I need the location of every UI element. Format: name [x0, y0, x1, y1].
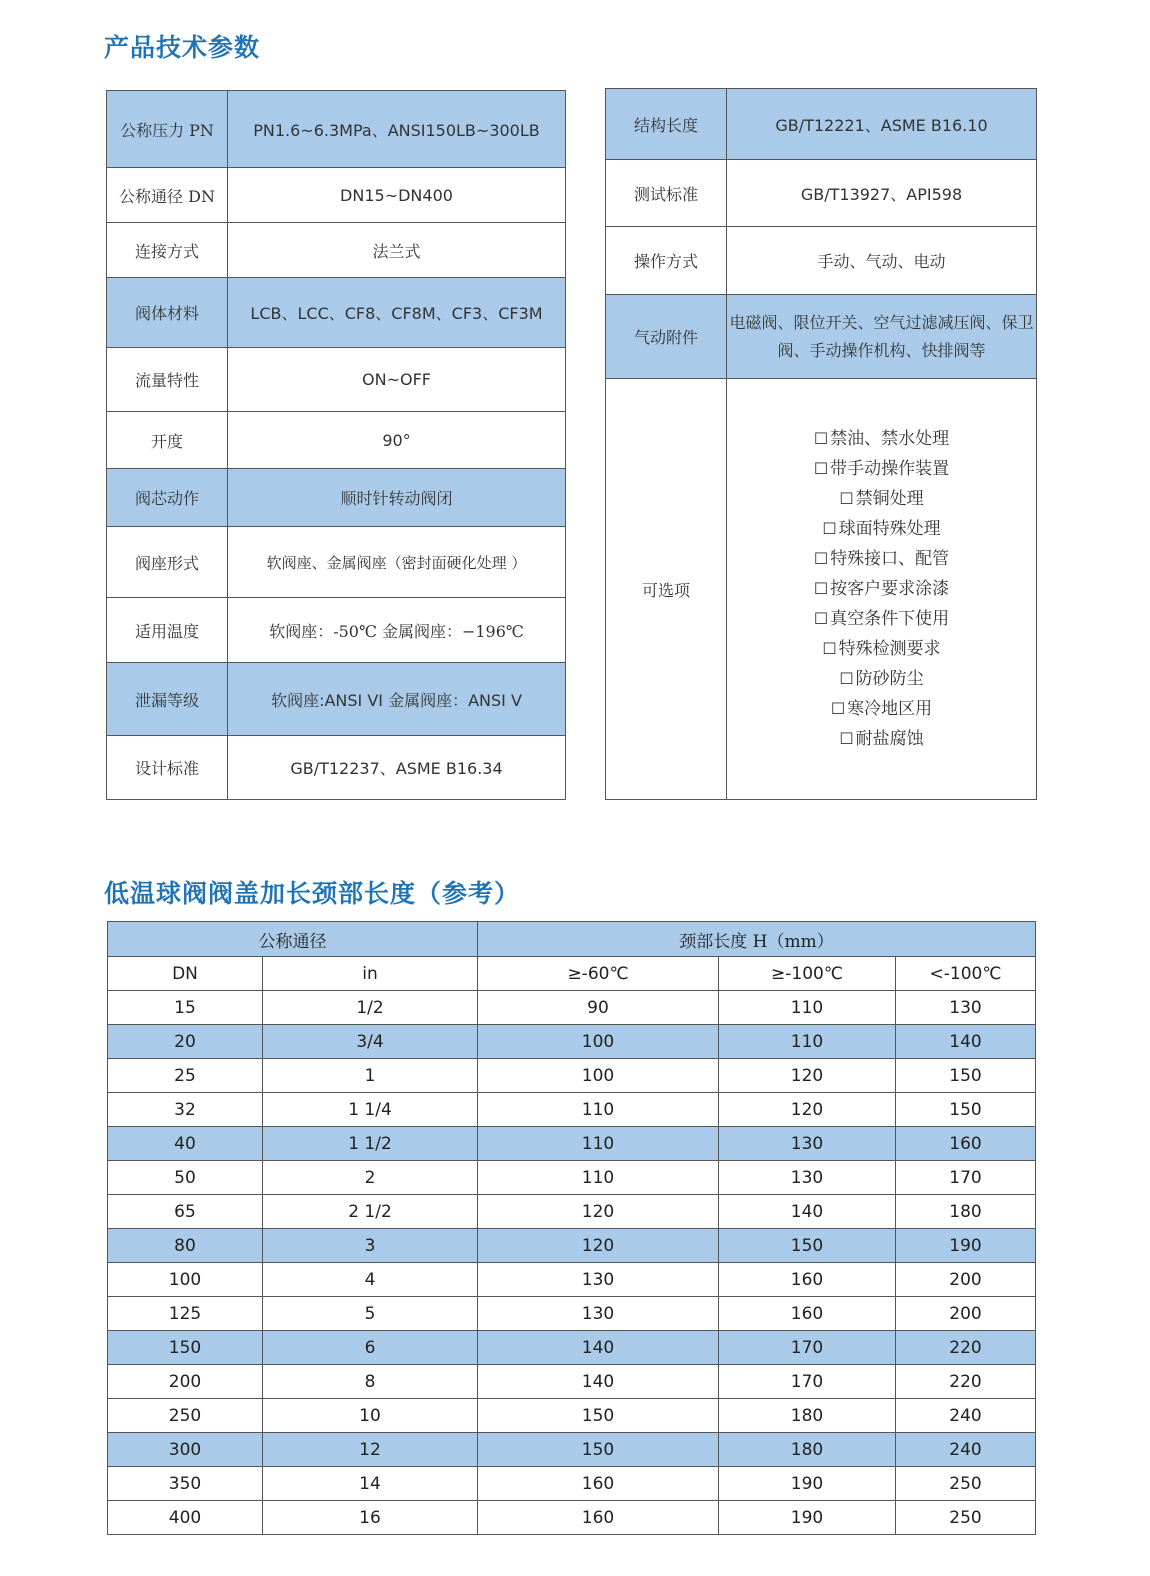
table-cell: 16	[263, 1501, 478, 1535]
spec-label: 设计标准	[107, 736, 228, 800]
group-header-nominal-diameter: 公称通径	[108, 922, 478, 957]
table-cell: 160	[719, 1297, 896, 1331]
table-cell: 2 1/2	[263, 1195, 478, 1229]
section-title-neck-length: 低温球阀阀盖加长颈部长度（参考）	[104, 879, 521, 908]
table-cell: 100	[108, 1263, 263, 1297]
spec-label: 气动附件	[606, 295, 727, 379]
table-cell: 110	[719, 1025, 896, 1059]
table-cell: 130	[896, 991, 1036, 1025]
neck-length-table	[107, 921, 1036, 1535]
table-cell: 130	[478, 1297, 719, 1331]
spec-row	[606, 160, 1037, 227]
option-item: ☐ 特殊检测要求	[729, 634, 1034, 664]
table-cell: 180	[719, 1433, 896, 1467]
table-row	[108, 1399, 1036, 1433]
table-cell: 130	[719, 1161, 896, 1195]
table-cell: 120	[719, 1059, 896, 1093]
table-cell: 150	[719, 1229, 896, 1263]
spec-value: 手动、气动、电动	[727, 227, 1037, 295]
spec-label: 适用温度	[107, 598, 228, 663]
table-cell: 250	[896, 1501, 1036, 1535]
table-cell: 140	[896, 1025, 1036, 1059]
table-group-header-row	[108, 922, 1036, 957]
column-header-minus100: ≥-100℃	[719, 957, 896, 991]
spec-label: 阀体材料	[107, 278, 228, 348]
table-cell: 12	[263, 1433, 478, 1467]
table-cell: 200	[108, 1365, 263, 1399]
table-cell: 240	[896, 1433, 1036, 1467]
spec-row	[606, 227, 1037, 295]
option-item: ☐ 带手动操作装置	[729, 454, 1034, 484]
table-cell: 180	[896, 1195, 1036, 1229]
table-cell: 20	[108, 1025, 263, 1059]
column-header-dn: DN	[108, 957, 263, 991]
spec-value: GB/T13927、API598	[727, 160, 1037, 227]
spec-label: 阀芯动作	[107, 469, 228, 527]
table-row	[108, 1229, 1036, 1263]
table-cell: 25	[108, 1059, 263, 1093]
spec-value: 软阀座、金属阀座（密封面硬化处理 ）	[228, 527, 566, 598]
table-cell: 190	[719, 1467, 896, 1501]
table-cell: 190	[719, 1501, 896, 1535]
table-cell: 125	[108, 1297, 263, 1331]
table-cell: 170	[719, 1365, 896, 1399]
table-cell: 200	[896, 1297, 1036, 1331]
spec-row	[107, 663, 566, 736]
table-cell: 100	[478, 1059, 719, 1093]
table-cell: 160	[478, 1467, 719, 1501]
spec-row	[107, 348, 566, 412]
table-cell: 240	[896, 1399, 1036, 1433]
table-cell: 4	[263, 1263, 478, 1297]
spec-row	[107, 736, 566, 800]
table-cell: 2	[263, 1161, 478, 1195]
spec-label: 公称压力 PN	[107, 91, 228, 168]
option-item: ☐ 按客户要求涂漆	[729, 574, 1034, 604]
options-list	[729, 424, 1034, 754]
group-header-neck-length: 颈部长度 H（mm）	[478, 922, 1036, 957]
spec-value: PN1.6~6.3MPa、ANSI150LB~300LB	[228, 91, 566, 168]
options-label: 可选项	[606, 379, 727, 800]
spec-label: 流量特性	[107, 348, 228, 412]
table-cell: 220	[896, 1365, 1036, 1399]
table-cell: 150	[478, 1399, 719, 1433]
spec-row-options	[606, 379, 1037, 800]
table-cell: 80	[108, 1229, 263, 1263]
table-cell: 1	[263, 1059, 478, 1093]
spec-label: 阀座形式	[107, 527, 228, 598]
table-cell: 90	[478, 991, 719, 1025]
table-row	[108, 1161, 1036, 1195]
table-row	[108, 1093, 1036, 1127]
table-cell: 110	[478, 1127, 719, 1161]
spec-row	[107, 223, 566, 278]
spec-value: GB/T12221、ASME B16.10	[727, 89, 1037, 160]
column-header-minus60: ≥-60℃	[478, 957, 719, 991]
table-column-header-row	[108, 957, 1036, 991]
section-title-specs: 产品技术参数	[104, 33, 261, 62]
table-cell: 120	[478, 1229, 719, 1263]
spec-value: 软阀座:ANSI VI 金属阀座：ANSI V	[228, 663, 566, 736]
table-cell: 250	[108, 1399, 263, 1433]
table-cell: 1/2	[263, 991, 478, 1025]
table-row	[108, 1331, 1036, 1365]
spec-value: ON~OFF	[228, 348, 566, 412]
spec-table-right	[605, 88, 1037, 800]
option-item: ☐ 特殊接口、配管	[729, 544, 1034, 574]
spec-value: LCB、LCC、CF8、CF8M、CF3、CF3M	[228, 278, 566, 348]
spec-label: 开度	[107, 412, 228, 469]
spec-value: GB/T12237、ASME B16.34	[228, 736, 566, 800]
table-row	[108, 1467, 1036, 1501]
table-cell: 40	[108, 1127, 263, 1161]
spec-value: 电磁阀、限位开关、空气过滤减压阀、保卫阀、手动操作机构、快排阀等	[727, 295, 1037, 379]
table-row	[108, 1365, 1036, 1399]
spec-value: 软阀座：-50℃ 金属阀座：−196℃	[228, 598, 566, 663]
table-cell: 150	[108, 1331, 263, 1365]
table-row	[108, 1195, 1036, 1229]
table-cell: 32	[108, 1093, 263, 1127]
spec-label: 结构长度	[606, 89, 727, 160]
spec-label: 泄漏等级	[107, 663, 228, 736]
table-cell: 300	[108, 1433, 263, 1467]
table-cell: 160	[478, 1501, 719, 1535]
table-cell: 250	[896, 1467, 1036, 1501]
spec-value: DN15~DN400	[228, 168, 566, 223]
table-row	[108, 1025, 1036, 1059]
table-cell: 3/4	[263, 1025, 478, 1059]
table-cell: 15	[108, 991, 263, 1025]
table-cell: 200	[896, 1263, 1036, 1297]
table-cell: 10	[263, 1399, 478, 1433]
table-cell: 110	[478, 1093, 719, 1127]
column-header-below-minus100: <-100℃	[896, 957, 1036, 991]
spec-value: 顺时针转动阀闭	[228, 469, 566, 527]
spec-label: 公称通径 DN	[107, 168, 228, 223]
table-row	[108, 1501, 1036, 1535]
spec-label: 测试标准	[606, 160, 727, 227]
option-item: ☐ 球面特殊处理	[729, 514, 1034, 544]
table-cell: 6	[263, 1331, 478, 1365]
table-row	[108, 1263, 1036, 1297]
table-cell: 130	[478, 1263, 719, 1297]
spec-row	[107, 91, 566, 168]
option-item: ☐ 耐盐腐蚀	[729, 724, 1034, 754]
table-cell: 50	[108, 1161, 263, 1195]
option-item: ☐ 禁铜处理	[729, 484, 1034, 514]
table-row	[108, 1297, 1036, 1331]
spec-row	[606, 295, 1037, 379]
spec-row	[107, 168, 566, 223]
table-cell: 170	[719, 1331, 896, 1365]
table-cell: 220	[896, 1331, 1036, 1365]
option-item: ☐ 寒冷地区用	[729, 694, 1034, 724]
table-cell: 120	[478, 1195, 719, 1229]
table-cell: 110	[719, 991, 896, 1025]
option-item: ☐ 禁油、禁水处理	[729, 424, 1034, 454]
table-cell: 1 1/4	[263, 1093, 478, 1127]
table-row	[108, 991, 1036, 1025]
spec-label: 操作方式	[606, 227, 727, 295]
table-cell: 140	[478, 1365, 719, 1399]
spec-row	[107, 469, 566, 527]
table-cell: 150	[478, 1433, 719, 1467]
spec-row	[107, 278, 566, 348]
table-cell: 8	[263, 1365, 478, 1399]
option-item: ☐ 真空条件下使用	[729, 604, 1034, 634]
table-cell: 170	[896, 1161, 1036, 1195]
table-cell: 350	[108, 1467, 263, 1501]
spec-table-left	[106, 90, 566, 800]
table-cell: 14	[263, 1467, 478, 1501]
spec-row	[107, 527, 566, 598]
spec-label: 连接方式	[107, 223, 228, 278]
table-cell: 120	[719, 1093, 896, 1127]
spec-row	[107, 598, 566, 663]
table-cell: 400	[108, 1501, 263, 1535]
table-cell: 180	[719, 1399, 896, 1433]
spec-value: 90°	[228, 412, 566, 469]
table-cell: 3	[263, 1229, 478, 1263]
spec-value: 法兰式	[228, 223, 566, 278]
table-cell: 140	[478, 1331, 719, 1365]
table-cell: 140	[719, 1195, 896, 1229]
table-cell: 130	[719, 1127, 896, 1161]
table-cell: 160	[719, 1263, 896, 1297]
table-row	[108, 1059, 1036, 1093]
table-cell: 1 1/2	[263, 1127, 478, 1161]
table-cell: 150	[896, 1059, 1036, 1093]
column-header-in: in	[263, 957, 478, 991]
options-cell	[727, 379, 1037, 800]
table-cell: 100	[478, 1025, 719, 1059]
table-cell: 150	[896, 1093, 1036, 1127]
spec-row	[606, 89, 1037, 160]
table-cell: 160	[896, 1127, 1036, 1161]
table-row	[108, 1127, 1036, 1161]
table-cell: 65	[108, 1195, 263, 1229]
option-item: ☐ 防砂防尘	[729, 664, 1034, 694]
spec-row	[107, 412, 566, 469]
table-cell: 190	[896, 1229, 1036, 1263]
table-cell: 110	[478, 1161, 719, 1195]
table-cell: 5	[263, 1297, 478, 1331]
table-row	[108, 1433, 1036, 1467]
